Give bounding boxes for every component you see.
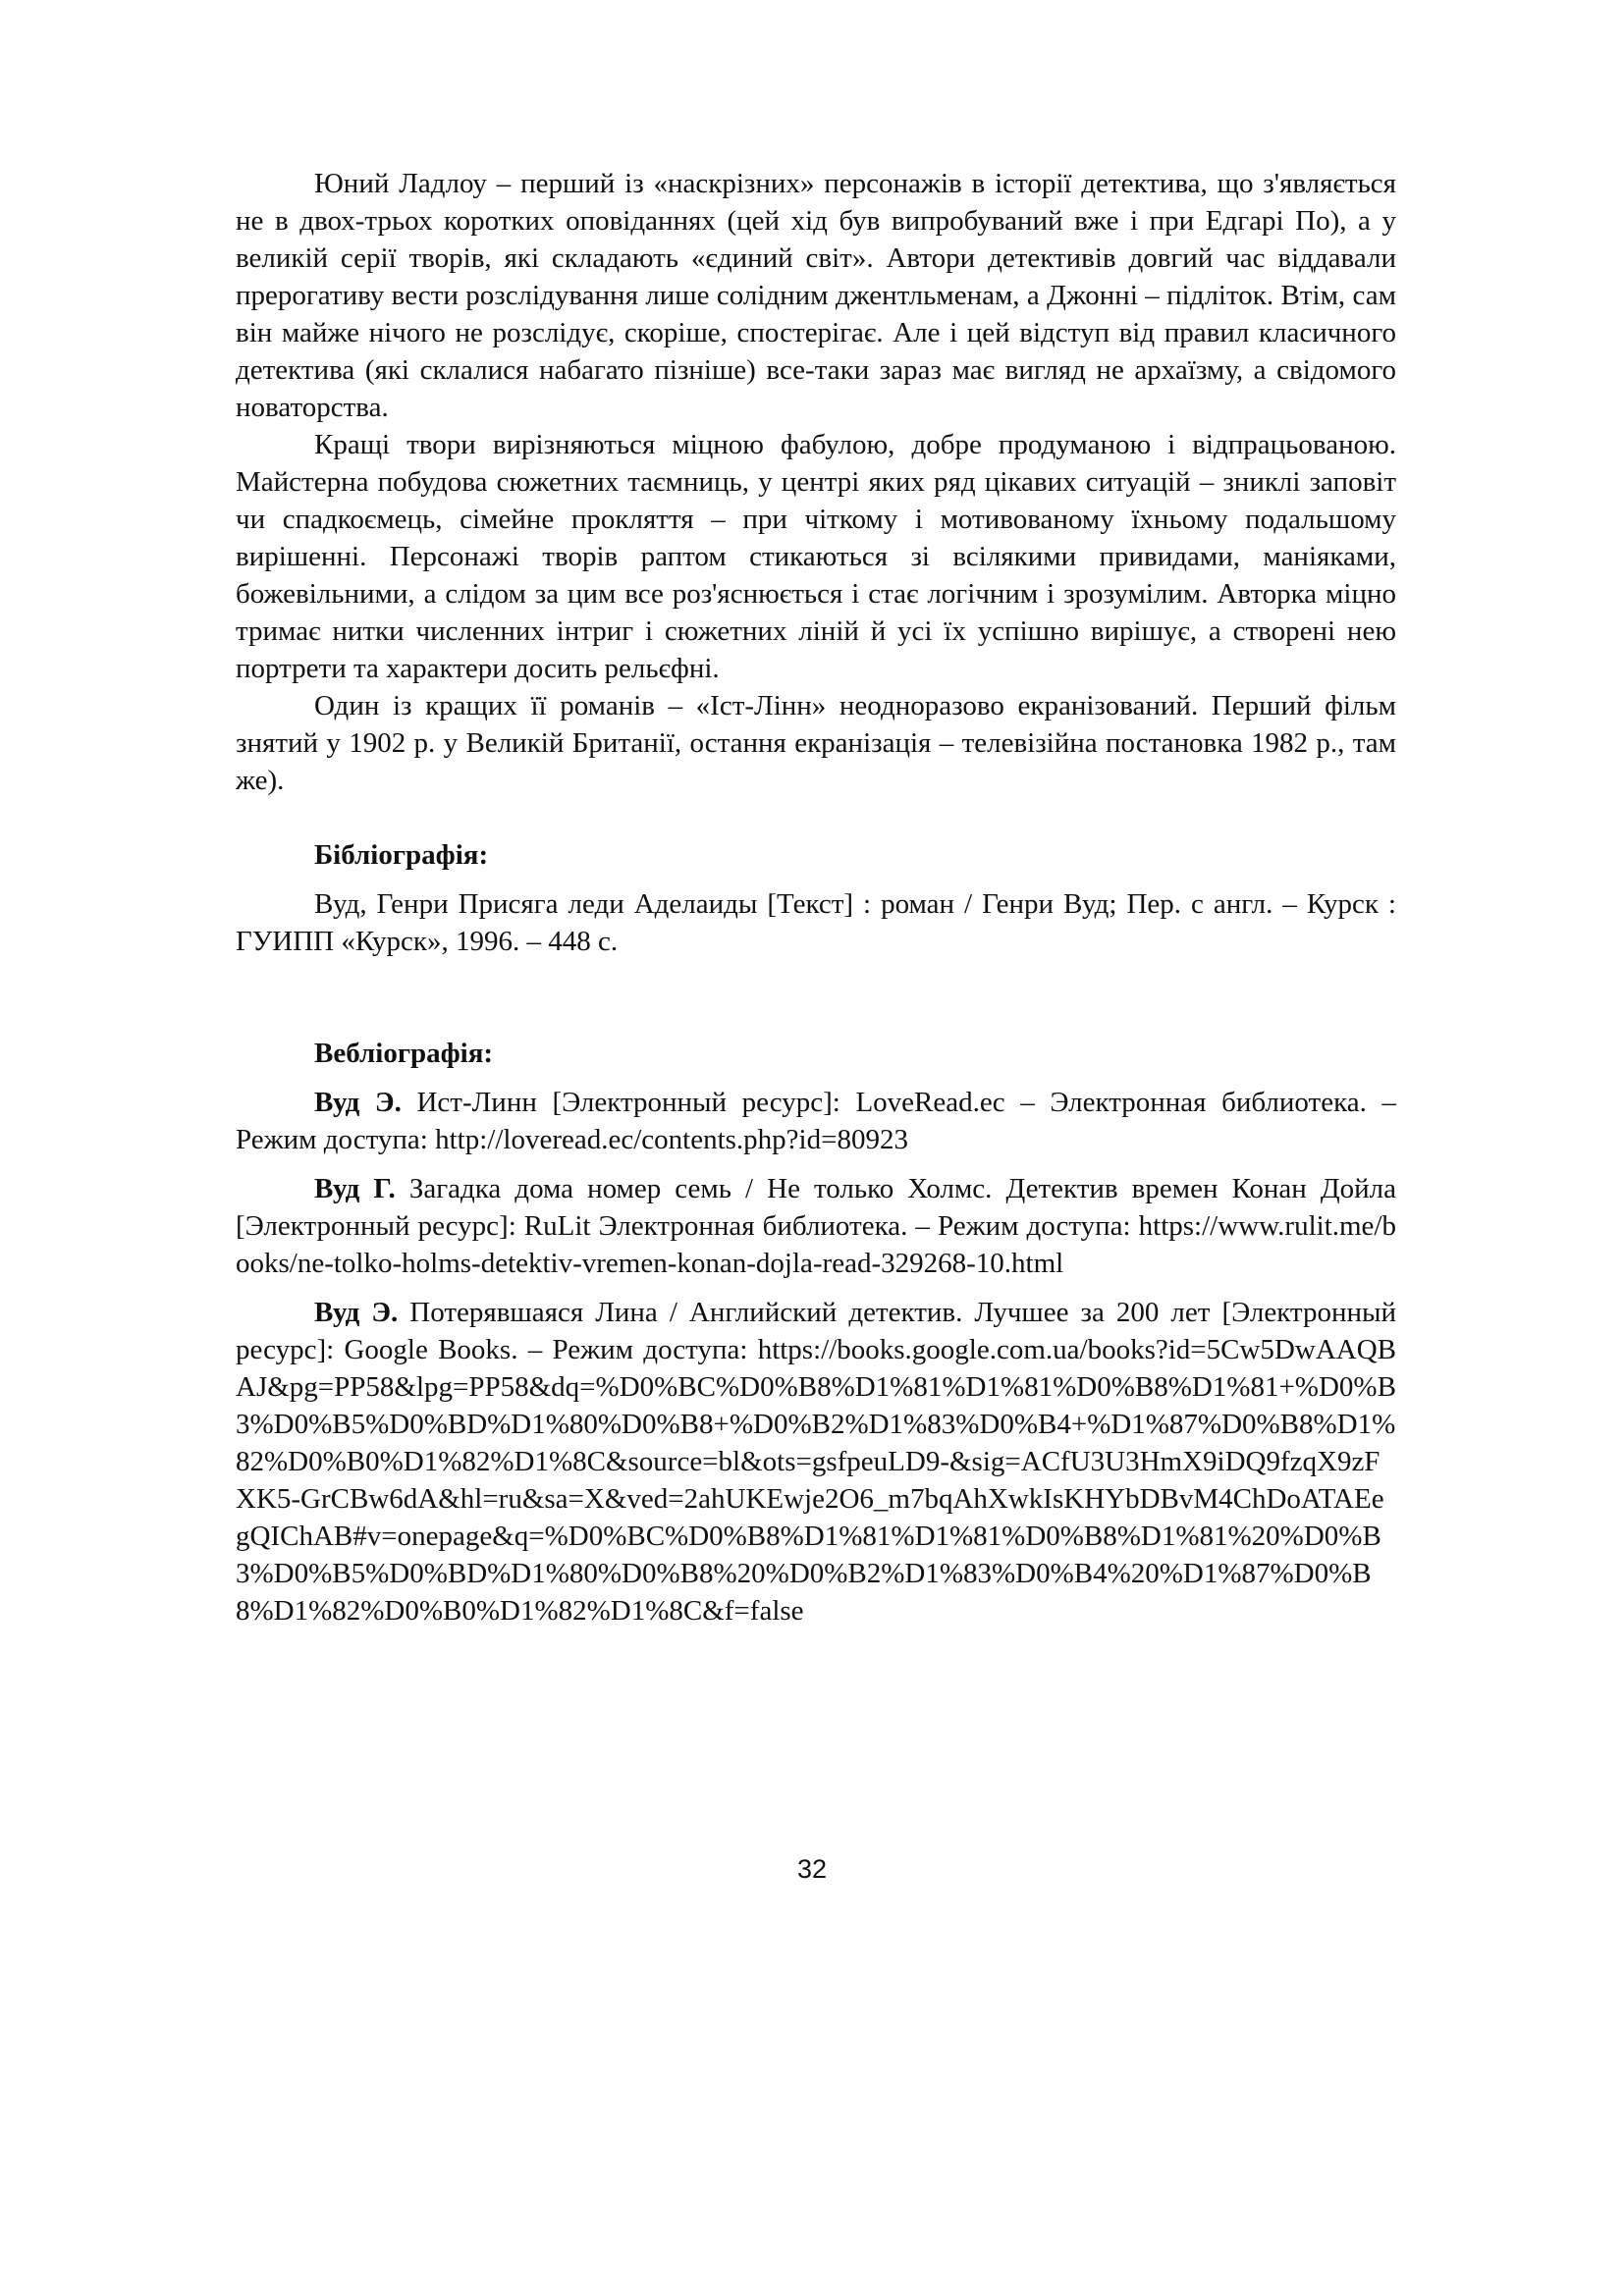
entry-text: Ист-Линн [Электронный ресурс]: LoveRead.ec – Электронная библиотека. – Режим доступа: [236, 1087, 1396, 1155]
body-paragraph-3: Один із кращих її романів – «Іст-Лінн» неодноразово екранізований. Перший фільм знятий у 1902 р. у Великій Британії, остання екранізація – телевізійна постановка 1982 р., там же). [236, 690, 1396, 796]
entry-author: Вуд Э. [314, 1087, 402, 1118]
webliography-heading: Вебліографія: [314, 1038, 494, 1069]
entry-text: Потерявшаяся Лина / Английский детектив. Лучшее за 200 лет [Электронный ресурс]: Google Books. – Режим доступа: [236, 1297, 1396, 1365]
entry-text: Загадка дома номер семь / Не только Холмс. Детектив времен Конан Дойла [Электронный ресурс]: RuLit Электронная библиотека. – Режим доступа: [236, 1173, 1396, 1242]
entry-url[interactable]: http://loveread.ec/contents.php?id=80923 [435, 1124, 908, 1155]
bibliography-entry: Вуд, Генри Присяга леди Аделаиды [Текст] : роман / Генри Вуд; Пер. с англ. – Курск : ГУИПП «Курск», 1996. – 448 с. [236, 888, 1396, 957]
bibliography-heading: Бібліографія: [314, 839, 489, 871]
webliography-entry-2 [236, 1170, 1396, 1282]
entry-url[interactable]: https://books.google.com.ua/books?id=5Cw5DwAAQBAJ&pg=PP58&lpg=PP58&dq=%D0%BC%D0%B8%D1%81%D1%81%D0%B8%D1%81+%D0%B3%D0%B5%D0%BD%D1%80%D0%B8+%D0%B2%D1%83%D0%B4+%D1%87%D0%B8%D1%82%D0%B0%D1%82%D1%8C&source=bl&ots=gsfpeuLD9-&sig=ACfU3U3HmX9iDQ9fzqX9zFXK5-GrCBw6dA&hl=ru&sa=X&ved=2ahUKEwje2O6_m7bqAhXwkIsKHYbDBvM4ChDoATAEegQIChAB#v=onepage&q=%D0%BC%D0%B8%D1%81%D1%81%D0%B8%D1%81%20%D0%B3%D0%B5%D0%BD%D1%80%D0%B8%20%D0%B2%D1%83%D0%B4%20%D1%87%D0%B8%D1%82%D0%B0%D1%82%D1%8C&f=false [236, 1334, 1396, 1627]
entry-author: Вуд Г. [314, 1173, 396, 1204]
document-page [236, 165, 1396, 1629]
webliography-entry-1 [236, 1084, 1396, 1158]
body-paragraph-2: Кращі твори вирізняються міцною фабулою, добре продуманою і відпрацьованою. Майстерна побудова сюжетних таємниць, у центрі яких ряд цікавих ситуацій – зниклі заповіт чи спадкоємець, сімейне прокляття – при чіткому і мотивованому їхньому подальшому вирішенні. Персонажі творів раптом стикаються зі всілякими привидами, маніяками, божевільними, а слідом за цим все роз'яснюється і стає логічним і зрозумілим. Авторка міцно тримає нитки численних інтриг і сюжетних ліній й усі їх успішно вирішує, а створені нею портрети та характери досить рельєфні. [236, 429, 1396, 684]
page-number: 32 [796, 1854, 828, 1884]
entry-url[interactable]: https://www.rulit.me/books/ne-tolko-holms-detektiv-vremen-konan-dojla-read-329268-10.html [236, 1210, 1396, 1279]
entry-author: Вуд Э. [314, 1297, 399, 1328]
body-paragraph-1: Юний Ладлоу – перший із «наскрізних» персонажів в історії детектива, що з'являється не в двох-трьох коротких оповіданнях (цей хід був випробуваний вже і при Едгарі По), а у великій серії творів, які складають «єдиний світ». Автори детективів довгий час віддавали прерогативу вести розслідування лише солідним джентльменам, а Джонні – підліток. Втім, сам він майже нічого не розслідує, скоріше, спостерігає. Але і цей відступ від правил класичного детектива (які склалися набагато пізніше) все-таки зараз має вигляд не архаїзму, а свідомого новаторства. [236, 168, 1396, 423]
webliography-entry-3 [236, 1294, 1396, 1629]
